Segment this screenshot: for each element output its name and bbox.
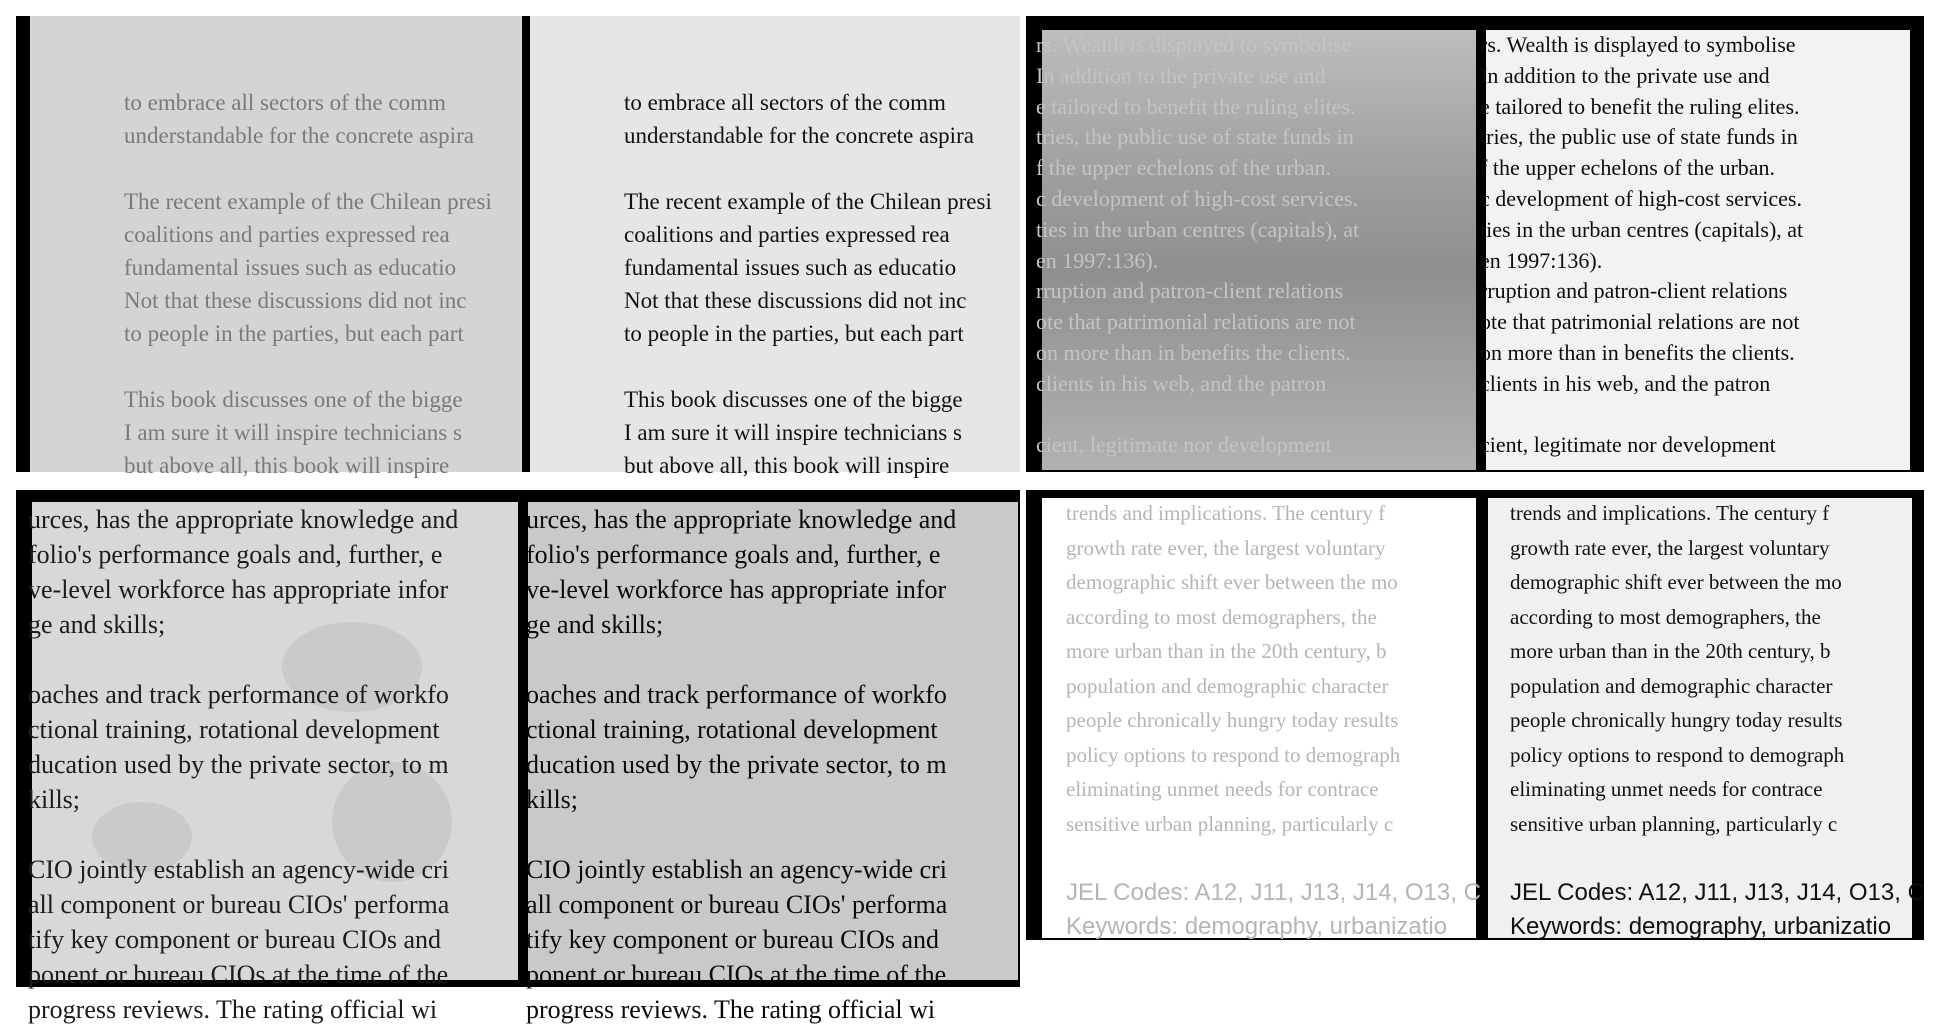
restored-image-top-right bbox=[1480, 30, 1910, 470]
text-line: understandable for the concrete aspira bbox=[124, 123, 474, 148]
text-line: demographic shift ever between the mo bbox=[1066, 570, 1398, 594]
text-line: according to most demographers, the bbox=[1066, 604, 1377, 629]
restored-text-block bbox=[526, 502, 956, 1027]
restored-image-bottom-left bbox=[526, 502, 1018, 1024]
text-line: population and demographic character bbox=[1066, 673, 1389, 698]
text-line: ge and skills; bbox=[28, 610, 166, 639]
text-line: trends and implications. The century f bbox=[1510, 501, 1830, 525]
text-line: This book discusses one of the bigge bbox=[124, 387, 463, 412]
text-line: clients in his web, and the patron bbox=[1480, 370, 1771, 396]
restored-image-top-left bbox=[530, 16, 1020, 478]
text-line: coalitions and parties expressed rea bbox=[624, 222, 950, 247]
text-line: to embrace all sectors of the comm bbox=[624, 90, 946, 115]
text-line: tify key component or bureau CIOs and bbox=[526, 925, 940, 954]
text-line: cient, legitimate nor development bbox=[1036, 432, 1332, 458]
text-line: sensitive urban planning, particularly c bbox=[1066, 811, 1394, 836]
text-line: In addition to the private use and bbox=[1480, 62, 1770, 88]
text-line: according to most demographers, the bbox=[1510, 604, 1821, 629]
text-line: progress reviews. The rating official wi bbox=[526, 995, 936, 1024]
text-line: more urban than in the 20th century, b bbox=[1066, 639, 1387, 663]
text-line: on more than in benefits the clients. bbox=[1036, 339, 1351, 365]
text-line: ge and skills; bbox=[526, 610, 664, 639]
text-line: more urban than in the 20th century, b bbox=[1510, 639, 1831, 663]
text-line: demographic shift ever between the mo bbox=[1510, 570, 1842, 594]
text-line: but above all, this book will inspire bbox=[124, 453, 450, 478]
restored-text-block bbox=[624, 86, 992, 482]
text-line: trends and implications. The century f bbox=[1066, 501, 1386, 525]
panel-top-left bbox=[16, 16, 1020, 478]
text-line: ties in the urban centres (capitals), at bbox=[1036, 216, 1360, 242]
text-line: oaches and track performance of workfo bbox=[28, 680, 449, 709]
text-line: to people in the parties, but each part bbox=[124, 321, 464, 346]
text-line: rs. Wealth is displayed to symbolise bbox=[1036, 32, 1352, 57]
text-line: The recent example of the Chilean presi bbox=[124, 189, 492, 214]
text-line: sensitive urban planning, particularly c bbox=[1510, 811, 1838, 836]
text-line: e tailored to benefit the ruling elites. bbox=[1036, 93, 1356, 119]
text-line: en 1997:136). bbox=[1036, 247, 1159, 273]
text-line: JEL Codes: A12, J11, J13, J14, O13, C bbox=[1066, 878, 1481, 906]
restored-text-block bbox=[1480, 30, 1803, 461]
restored-text-block bbox=[1510, 496, 1925, 945]
text-line: understandable for the concrete aspira bbox=[624, 123, 974, 148]
text-line: ctional training, rotational development bbox=[526, 715, 938, 744]
text-line: policy options to respond to demograph bbox=[1066, 742, 1401, 767]
text-line: rs. Wealth is displayed to symbolise bbox=[1480, 32, 1796, 57]
text-line: all component or bureau CIOs' performa bbox=[526, 890, 948, 919]
text-line: Not that these discussions did not inc bbox=[624, 288, 967, 313]
degraded-text-block bbox=[1066, 496, 1481, 945]
text-line: growth rate ever, the largest voluntary bbox=[1510, 535, 1830, 560]
text-line: This book discusses one of the bigge bbox=[624, 387, 963, 412]
text-line: kills; bbox=[28, 785, 81, 814]
text-line: CIO jointly establish an agency-wide cri bbox=[28, 855, 449, 884]
text-line: to embrace all sectors of the comm bbox=[124, 90, 446, 115]
text-line: ctional training, rotational development bbox=[28, 715, 440, 744]
text-line: ote that patrimonial relations are not bbox=[1480, 309, 1800, 335]
text-line: population and demographic character bbox=[1510, 673, 1833, 698]
degraded-image-bottom-right bbox=[1042, 498, 1481, 940]
text-line: Keywords: demography, urbanizatio bbox=[1066, 913, 1448, 940]
text-line: rruption and patron-client relations bbox=[1480, 278, 1788, 304]
text-line: folio's performance goals and, further, e bbox=[526, 540, 941, 569]
text-line: c development of high-cost services. bbox=[1480, 185, 1802, 211]
text-line: ve-level workforce has appropriate infor bbox=[526, 575, 947, 604]
text-line: people chronically hungry today results bbox=[1510, 708, 1843, 732]
restored-image-bottom-right bbox=[1488, 498, 1925, 940]
text-line: CIO jointly establish an agency-wide cri bbox=[526, 855, 947, 884]
text-line: f the upper echelons of the urban. bbox=[1480, 155, 1776, 181]
text-line: to people in the parties, but each part bbox=[624, 321, 964, 346]
text-line: urces, has the appropriate knowledge and bbox=[526, 505, 957, 534]
text-line: The recent example of the Chilean presi bbox=[624, 189, 992, 214]
text-line: tify key component or bureau CIOs and bbox=[28, 925, 442, 954]
text-line: policy options to respond to demograph bbox=[1510, 742, 1845, 767]
text-line: kills; bbox=[526, 785, 579, 814]
text-line: ducation used by the private sector, to m bbox=[28, 750, 449, 779]
text-line: c development of high-cost services. bbox=[1036, 185, 1358, 211]
text-line: ponent or bureau CIOs at the time of the bbox=[28, 960, 449, 989]
panel-top-right bbox=[1026, 16, 1924, 472]
text-line: all component or bureau CIOs' performa bbox=[28, 890, 450, 919]
text-line: f the upper echelons of the urban. bbox=[1036, 155, 1332, 181]
panel-bottom-left bbox=[16, 490, 1020, 1024]
text-line: oaches and track performance of workfo bbox=[526, 680, 947, 709]
text-line: tries, the public use of state funds in bbox=[1480, 124, 1798, 150]
text-line: ote that patrimonial relations are not bbox=[1036, 309, 1356, 335]
text-line: JEL Codes: A12, J11, J13, J14, O13, C bbox=[1510, 878, 1925, 906]
degraded-text-block bbox=[28, 502, 458, 1027]
text-line: coalitions and parties expressed rea bbox=[124, 222, 450, 247]
text-line: rruption and patron-client relations bbox=[1036, 278, 1344, 304]
text-line: ties in the urban centres (capitals), at bbox=[1480, 216, 1804, 242]
text-line: on more than in benefits the clients. bbox=[1480, 339, 1795, 365]
text-line: fundamental issues such as educatio bbox=[624, 255, 957, 280]
text-line: clients in his web, and the patron bbox=[1036, 370, 1327, 396]
text-line: ducation used by the private sector, to m bbox=[526, 750, 947, 779]
text-line: eliminating unmet needs for contrace bbox=[1510, 777, 1823, 801]
text-line: ponent or bureau CIOs at the time of the bbox=[526, 960, 947, 989]
text-line: fundamental issues such as educatio bbox=[124, 255, 457, 280]
text-line: Not that these discussions did not inc bbox=[124, 288, 467, 313]
text-line: I am sure it will inspire technicians s bbox=[124, 420, 462, 445]
text-line: but above all, this book will inspire bbox=[624, 453, 950, 478]
text-line: I am sure it will inspire technicians s bbox=[624, 420, 962, 445]
text-line: Keywords: demography, urbanizatio bbox=[1510, 913, 1892, 940]
text-line: growth rate ever, the largest voluntary bbox=[1066, 535, 1386, 560]
text-line: In addition to the private use and bbox=[1036, 62, 1326, 88]
text-line: urces, has the appropriate knowledge and bbox=[28, 505, 459, 534]
text-line: progress reviews. The rating official wi bbox=[28, 995, 438, 1024]
text-line: e tailored to benefit the ruling elites. bbox=[1480, 93, 1800, 119]
text-line: tries, the public use of state funds in bbox=[1036, 124, 1354, 150]
text-line: folio's performance goals and, further, e bbox=[28, 540, 443, 569]
degraded-text-block bbox=[124, 86, 492, 482]
text-line: cient, legitimate nor development bbox=[1480, 432, 1776, 458]
panel-bottom-right bbox=[1026, 490, 1924, 940]
degraded-text-block bbox=[1036, 30, 1359, 461]
degraded-image-bottom-left bbox=[28, 502, 518, 1024]
text-line: eliminating unmet needs for contrace bbox=[1066, 777, 1379, 801]
text-line: en 1997:136). bbox=[1480, 247, 1603, 273]
text-line: ve-level workforce has appropriate infor bbox=[28, 575, 449, 604]
text-line: people chronically hungry today results bbox=[1066, 708, 1399, 732]
degraded-image-top-right bbox=[1036, 30, 1476, 470]
degraded-image-top-left bbox=[30, 16, 522, 478]
